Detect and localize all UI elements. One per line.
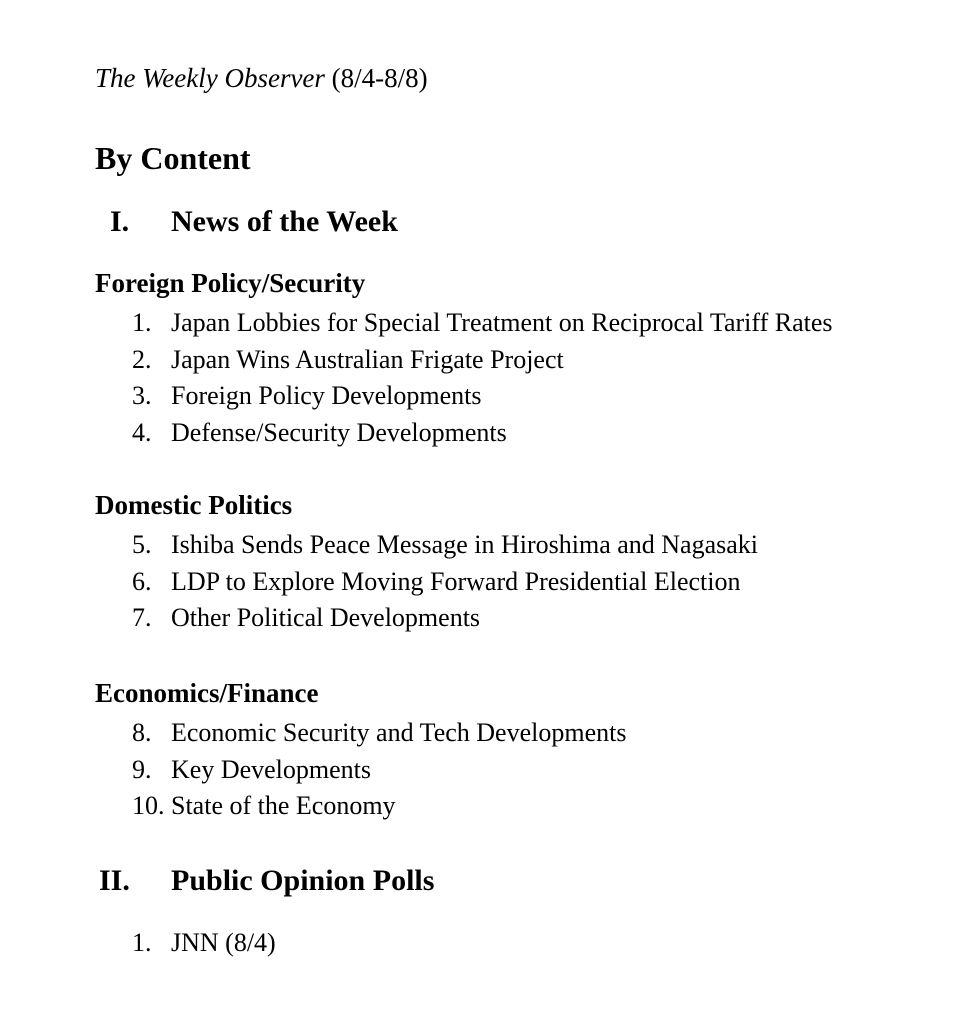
publication-name: The Weekly Observer [95, 63, 325, 93]
item-link[interactable]: LDP to Explore Moving Forward Presidential Election [171, 566, 741, 596]
item-link[interactable]: State of the Economy [171, 791, 396, 820]
item-number: 4. [132, 417, 152, 447]
item-link[interactable]: Other Political Developments [171, 603, 481, 632]
item-number: 3. [132, 381, 152, 410]
part-numeral: II. [99, 864, 130, 897]
part-label: News of the Week [171, 205, 398, 238]
item-link[interactable]: JNN (8/4) [171, 928, 276, 957]
item-number: 7. [132, 603, 152, 632]
document-title [95, 60, 428, 96]
item-link[interactable]: Economic Security and Tech Developments [171, 718, 627, 747]
section-heading-economics-finance: Economics/Finance [95, 678, 319, 708]
item-link[interactable]: Japan Lobbies for Special Treatment on Reciprocal Tariff Rates [171, 308, 833, 337]
item-number: 10. [132, 791, 165, 820]
item-number: 6. [132, 566, 152, 596]
item-link[interactable]: Key Developments [171, 754, 372, 784]
item-link[interactable]: Defense/Security Developments [171, 417, 507, 447]
section-heading-domestic-politics: Domestic Politics [95, 490, 293, 520]
section-heading-foreign-policy-security: Foreign Policy/Security [95, 268, 366, 298]
part-label: Public Opinion Polls [171, 864, 435, 897]
item-number: 2. [132, 344, 152, 374]
date-range: (8/4-8/8) [324, 63, 428, 93]
item-link[interactable]: Japan Wins Australian Frigate Project [171, 344, 564, 374]
part-numeral: I. [110, 205, 130, 238]
item-number: 5. [132, 530, 152, 559]
item-link[interactable]: Foreign Policy Developments [171, 381, 482, 410]
by-content-heading: By Content [95, 140, 251, 176]
item-number: 1. [132, 308, 152, 337]
item-number: 1. [132, 928, 152, 957]
item-link[interactable]: Ishiba Sends Peace Message in Hiroshima and Nagasaki [171, 530, 759, 559]
item-number: 9. [132, 754, 152, 784]
item-number: 8. [132, 718, 152, 747]
